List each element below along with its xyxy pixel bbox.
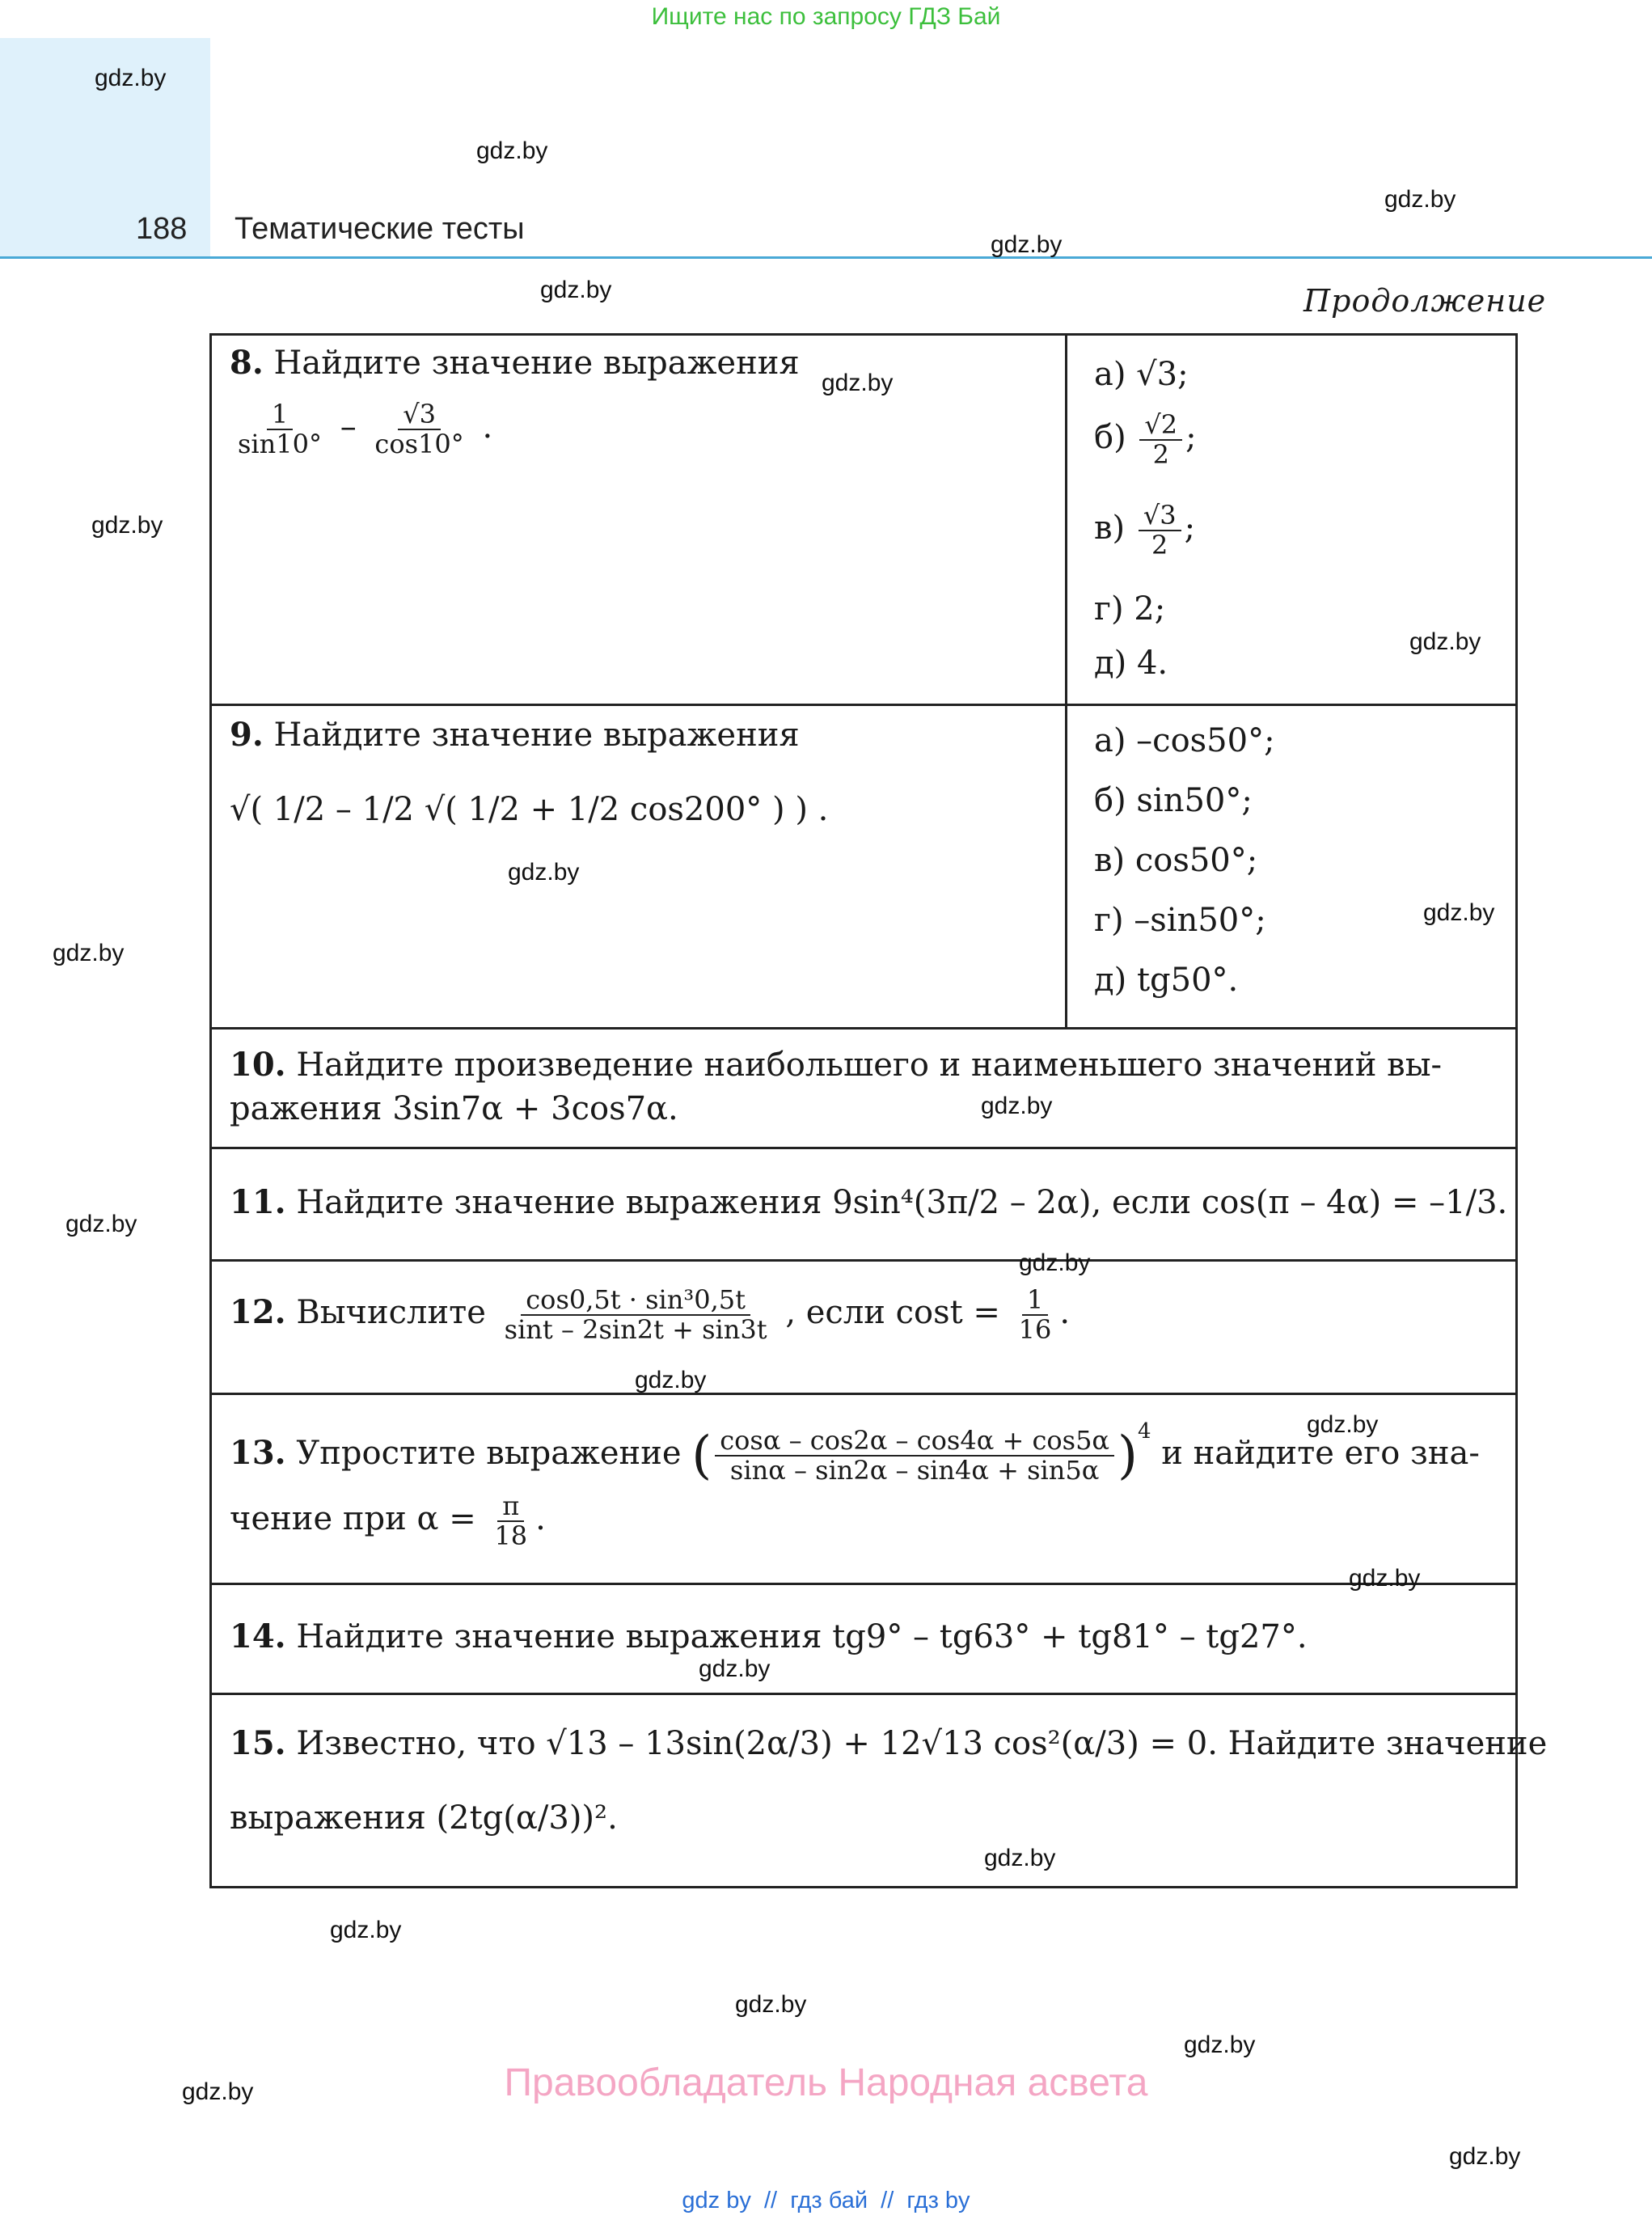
- task-13-den: sinα – sin2α – sin4α + sin5α: [729, 1455, 1100, 1486]
- row-divider-8-9: [209, 704, 1518, 706]
- task-8-fraction-2: [370, 400, 468, 459]
- watermark: gdz.by: [1184, 2032, 1256, 2058]
- task-8-number: 8.: [230, 344, 264, 382]
- task-13-fraction: [715, 1424, 1114, 1486]
- answer-column-divider: [1065, 333, 1067, 1029]
- table-border-bottom: [209, 1886, 1518, 1888]
- watermark: gdz.by: [508, 859, 580, 886]
- task-13-paren-open: (: [691, 1426, 712, 1486]
- watermark: gdz.by: [822, 370, 894, 396]
- row-divider-9-10: [209, 1027, 1518, 1030]
- watermark: gdz.by: [91, 512, 163, 539]
- task-13-cond-den: 18: [494, 1520, 528, 1552]
- task-13-paren-close: ): [1118, 1426, 1138, 1486]
- task-15-number: 15.: [230, 1724, 286, 1762]
- task-13-tail: и найдите его зна-: [1161, 1435, 1480, 1472]
- task-8-answer-b: [1094, 411, 1197, 469]
- task-10-text-1: Найдите произведение наибольшего и наименьшего значений вы-: [296, 1046, 1443, 1084]
- task-8-answer-a: а) √3;: [1094, 356, 1189, 393]
- task-8-f1-den: sin10°: [238, 429, 322, 460]
- task-8-answer-b-num: √2: [1139, 411, 1182, 441]
- task-13-number: 13.: [230, 1434, 286, 1472]
- task-8-expression: [230, 400, 492, 459]
- task-15-line-2: выражения (2tg(α/3))².: [230, 1799, 618, 1837]
- task-9-expression: √( 1/2 – 1/2 √( 1/2 + 1/2 cos200° ) ) .: [230, 791, 829, 828]
- task-8-end: .: [482, 408, 493, 446]
- watermark: gdz.by: [476, 137, 548, 164]
- watermark: gdz.by: [65, 1211, 137, 1237]
- task-8-fraction-1: [233, 400, 327, 459]
- task-9-answer-b: б) sin50°;: [1094, 782, 1253, 819]
- task-8-answer-c-label: в): [1094, 509, 1126, 548]
- task-12-fraction: [500, 1286, 772, 1344]
- task-10-number: 10.: [230, 1046, 286, 1084]
- watermark: gdz.by: [981, 1093, 1053, 1119]
- task-13-end: .: [535, 1500, 546, 1538]
- row-divider-11-12: [209, 1259, 1518, 1262]
- task-8-answer-b-label: б): [1094, 419, 1126, 457]
- table-border-left: [209, 333, 212, 1888]
- task-8-answer-c-num: √3: [1139, 501, 1181, 531]
- task-13-cond-fraction: [489, 1492, 532, 1550]
- row-divider-13-14: [209, 1583, 1518, 1585]
- task-11-text: Найдите значение выражения 9sin⁴(3π/2 – 2α), если cos(π – 4α) = –1/3.: [296, 1184, 1508, 1221]
- task-12-cond: , если cost =: [785, 1294, 1000, 1332]
- watermark: gdz.by: [540, 277, 612, 303]
- task-8-f1-num: 1: [267, 400, 293, 430]
- task-8-answer-b-den: 2: [1152, 439, 1169, 471]
- copyright-notice: Правообладатель Народная асвета: [504, 2061, 1148, 2104]
- watermark: gdz.by: [984, 1845, 1056, 1871]
- task-12-label: Вычислите: [296, 1294, 486, 1332]
- task-9-answer-a: а) –cos50°;: [1094, 722, 1275, 759]
- footer-links[interactable]: gdz by // гдз бай // гдз by: [682, 2188, 970, 2213]
- top-banner: Ищите нас по запросу ГДЗ Бай: [651, 3, 1001, 30]
- task-8-answer-b-frac: [1139, 411, 1182, 469]
- watermark: gdz.by: [1349, 1565, 1421, 1592]
- task-12-cond-fraction: [1014, 1286, 1057, 1344]
- header-rule: [0, 256, 1652, 259]
- task-13-num: cosα – cos2α – cos4α + cos5α: [715, 1427, 1114, 1457]
- task-12-end: .: [1059, 1294, 1071, 1332]
- task-14-number: 14.: [230, 1617, 286, 1655]
- task-10-line-1: [230, 1046, 1496, 1084]
- watermark: gdz.by: [53, 940, 125, 966]
- task-8-minus: –: [340, 408, 357, 446]
- task-14: [230, 1617, 1308, 1655]
- task-15-text-1: Известно, что √13 – 13sin(2α/3) + 12√13 cos²(α/3) = 0. Найдите значение: [296, 1725, 1548, 1762]
- task-13-line-2: [230, 1492, 546, 1550]
- task-11: [230, 1183, 1507, 1221]
- task-9-answer-c: в) cos50°;: [1094, 842, 1258, 879]
- watermark: gdz.by: [1019, 1249, 1091, 1276]
- task-13-cond-num: π: [497, 1492, 524, 1522]
- watermark: gdz.by: [1307, 1411, 1379, 1438]
- watermark: gdz.by: [635, 1367, 707, 1393]
- task-8-f2-den: cos10°: [374, 429, 464, 460]
- task-13-label: Упростите выражение: [296, 1435, 682, 1472]
- task-8-answer-d: г) 2;: [1094, 590, 1166, 628]
- task-9-prompt: [230, 716, 800, 754]
- task-15-line-1: [230, 1724, 1547, 1762]
- task-9-answer-d: г) –sin50°;: [1094, 902, 1266, 939]
- row-divider-12-13: [209, 1393, 1518, 1395]
- task-9-text: Найдите значение выражения: [273, 717, 800, 754]
- task-12-cond-num: 1: [1022, 1286, 1048, 1316]
- watermark: gdz.by: [95, 65, 167, 91]
- watermark: gdz.by: [330, 1917, 402, 1943]
- row-divider-10-11: [209, 1147, 1518, 1149]
- task-14-text: Найдите значение выражения tg9° – tg63° + tg81° – tg27°.: [296, 1618, 1308, 1655]
- watermark: gdz.by: [699, 1655, 771, 1682]
- task-12-cond-den: 16: [1018, 1314, 1052, 1346]
- continuation-label: Продолжение: [1303, 283, 1547, 319]
- section-title: Тематические тесты: [234, 212, 525, 246]
- task-8-answer-e: д) 4.: [1094, 645, 1168, 682]
- task-12-den: sint – 2sin2t + sin3t: [504, 1314, 767, 1346]
- task-8-prompt: [230, 344, 800, 382]
- task-8-f2-num: √3: [398, 400, 441, 430]
- task-8-answer-b-end: ;: [1185, 419, 1197, 457]
- watermark: gdz.by: [182, 2078, 254, 2105]
- task-12-number: 12.: [230, 1293, 286, 1332]
- watermark: gdz.by: [1409, 628, 1481, 655]
- watermark: gdz.by: [1384, 186, 1456, 213]
- table-border-top: [209, 333, 1518, 336]
- task-11-number: 11.: [230, 1183, 286, 1221]
- page-number: 188: [136, 212, 188, 246]
- watermark: gdz.by: [1423, 899, 1495, 926]
- task-8-answer-c: [1094, 501, 1195, 560]
- watermark: gdz.by: [991, 231, 1063, 258]
- task-13-line-2-text: чение при α =: [230, 1500, 476, 1538]
- task-10-line-2: ражения 3sin7α + 3cos7α.: [230, 1090, 678, 1127]
- task-8-answer-c-end: ;: [1184, 509, 1196, 548]
- task-13-line-1: [230, 1419, 1480, 1486]
- task-8-answer-c-frac: [1139, 501, 1181, 560]
- row-divider-14-15: [209, 1693, 1518, 1695]
- task-8-text: Найдите значение выражения: [273, 345, 800, 382]
- watermark: gdz.by: [1449, 2143, 1521, 2170]
- watermark: gdz.by: [735, 1991, 807, 2018]
- task-12-num: cos0,5t · sin³0,5t: [521, 1286, 750, 1316]
- table-border-right: [1515, 333, 1518, 1888]
- task-9-number: 9.: [230, 716, 264, 754]
- task-13-power: 4: [1138, 1419, 1151, 1444]
- task-12: [230, 1286, 1070, 1344]
- task-9-answer-e: д) tg50°.: [1094, 962, 1239, 999]
- task-8-answer-c-den: 2: [1151, 530, 1168, 561]
